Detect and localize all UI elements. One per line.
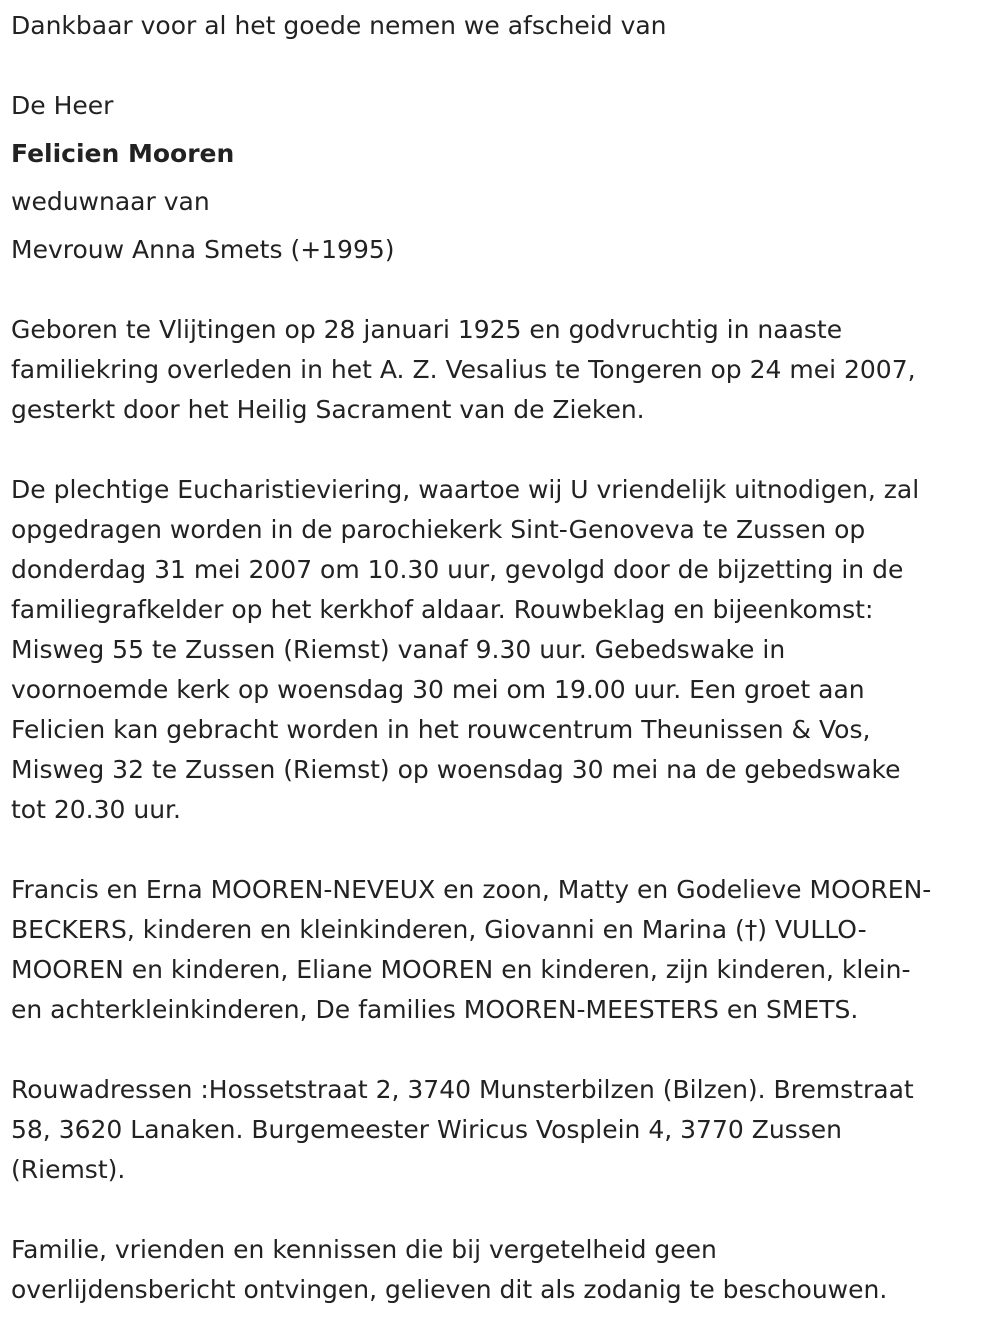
paragraph-line: gesterkt door het Heilig Sacrament van de Zieken. <box>11 395 645 424</box>
ceremony-paragraph <box>11 470 919 830</box>
family-paragraph <box>11 870 931 1030</box>
paragraph-line: Misweg 55 te Zussen (Riemst) vanaf 9.30 uur. Gebedswake in <box>11 635 786 664</box>
paragraph-line: familiegrafkelder op het kerkhof aldaar. Rouwbeklag en bijeenkomst: <box>11 595 874 624</box>
paragraph-line: opgedragen worden in de parochiekerk Sint-Genoveva te Zussen op <box>11 515 866 544</box>
honorific: De Heer <box>11 91 114 120</box>
paragraph-line: donderdag 31 mei 2007 om 10.30 uur, gevolgd door de bijzetting in de <box>11 555 904 584</box>
paragraph-line: tot 20.30 uur. <box>11 795 181 824</box>
paragraph-line: (Riemst). <box>11 1155 126 1184</box>
paragraph-line: familiekring overleden in het A. Z. Vesalius te Tongeren op 24 mei 2007, <box>11 355 916 384</box>
paragraph-line: MOOREN en kinderen, Eliane MOOREN en kinderen, zijn kinderen, klein- <box>11 955 911 984</box>
deceased-name: Felicien Mooren <box>11 139 235 168</box>
paragraph-line: voornoemde kerk op woensdag 30 mei om 19.00 uur. Een groet aan <box>11 675 865 704</box>
address-paragraph <box>11 1070 914 1190</box>
paragraph-line: Misweg 32 te Zussen (Riemst) op woensdag 30 mei na de gebedswake <box>11 755 901 784</box>
relation-text: weduwnaar van <box>11 187 210 216</box>
paragraph-line: Rouwadressen :Hossetstraat 2, 3740 Munsterbilzen (Bilzen). Bremstraat <box>11 1075 914 1104</box>
intro-text: Dankbaar voor al het goede nemen we afscheid van <box>11 11 667 40</box>
paragraph-line: Felicien kan gebracht worden in het rouwcentrum Theunissen & Vos, <box>11 715 871 744</box>
closing-paragraph <box>11 1230 887 1310</box>
paragraph-line: overlijdensbericht ontvingen, gelieven dit als zodanig te beschouwen. <box>11 1275 888 1304</box>
paragraph-line: en achterkleinkinderen, De families MOOREN-MEESTERS en SMETS. <box>11 995 859 1024</box>
paragraph-line: Familie, vrienden en kennissen die bij vergetelheid geen <box>11 1235 717 1264</box>
paragraph-line: Francis en Erna MOOREN-NEVEUX en zoon, Matty en Godelieve MOOREN- <box>11 875 932 904</box>
paragraph-line: 58, 3620 Lanaken. Burgemeester Wiricus Vosplein 4, 3770 Zussen <box>11 1115 842 1144</box>
paragraph-line: De plechtige Eucharistieviering, waartoe wij U vriendelijk uitnodigen, zal <box>11 475 920 504</box>
spouse-name: Mevrouw Anna Smets (+1995) <box>11 235 395 264</box>
paragraph-line: Geboren te Vlijtingen op 28 januari 1925 en godvruchtig in naaste <box>11 315 843 344</box>
birth-death-paragraph <box>11 310 916 430</box>
paragraph-line: BECKERS, kinderen en kleinkinderen, Giovanni en Marina (†) VULLO- <box>11 915 867 944</box>
